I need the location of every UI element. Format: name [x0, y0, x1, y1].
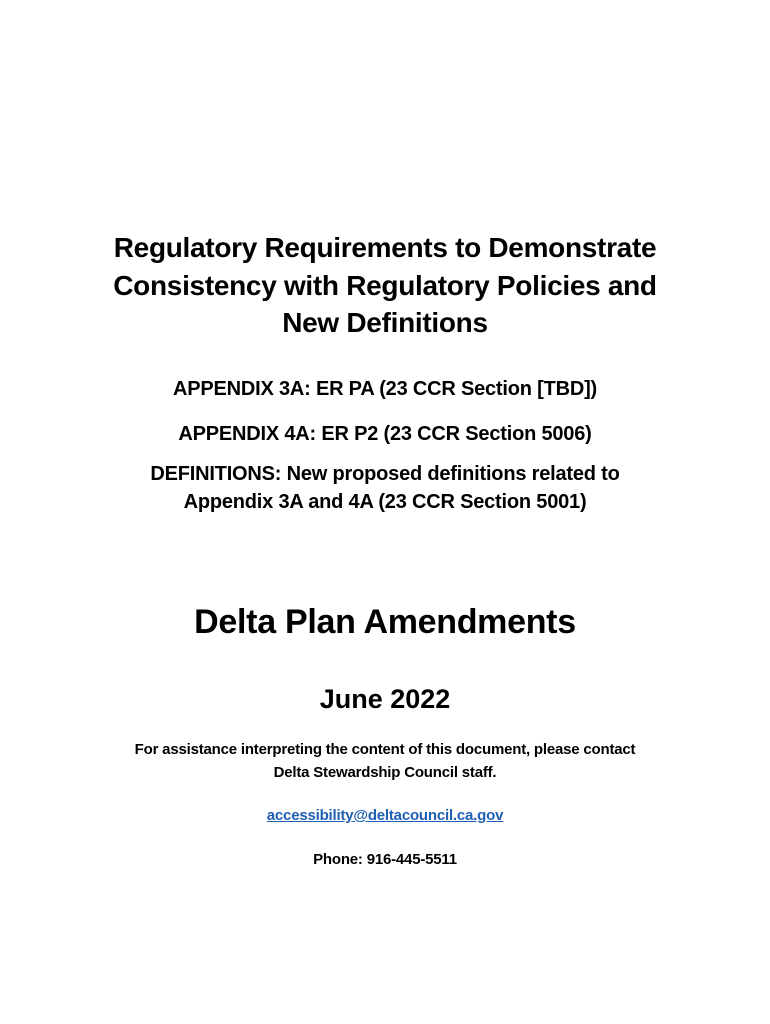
document-date: June 2022	[319, 684, 451, 714]
title-line-1: Regulatory Requirements to Demonstrate	[113, 232, 657, 263]
assistance-line-2: Delta Stewardship Council staff.	[273, 764, 497, 781]
title-line-3: New Definitions	[282, 307, 488, 338]
email-link[interactable]: accessibility@deltacouncil.ca.gov	[266, 807, 504, 824]
definitions-line-2: Appendix 3A and 4A (23 CCR Section 5001)	[183, 491, 587, 513]
email-row	[0, 804, 770, 828]
definitions-line-1: DEFINITIONS: New proposed definitions related to	[150, 463, 620, 485]
assistance-line-1: For assistance interpreting the content of this document, please contact	[134, 741, 636, 758]
appendix-4a: APPENDIX 4A: ER P2 (23 CCR Section 5006)	[178, 423, 592, 445]
main-heading: Delta Plan Amendments	[194, 603, 576, 641]
title-line-2: Consistency with Regulatory Policies and	[113, 270, 657, 301]
appendix-3a: APPENDIX 3A: ER PA (23 CCR Section [TBD])	[172, 378, 598, 400]
phone-number: Phone: 916-445-5511	[313, 851, 457, 868]
